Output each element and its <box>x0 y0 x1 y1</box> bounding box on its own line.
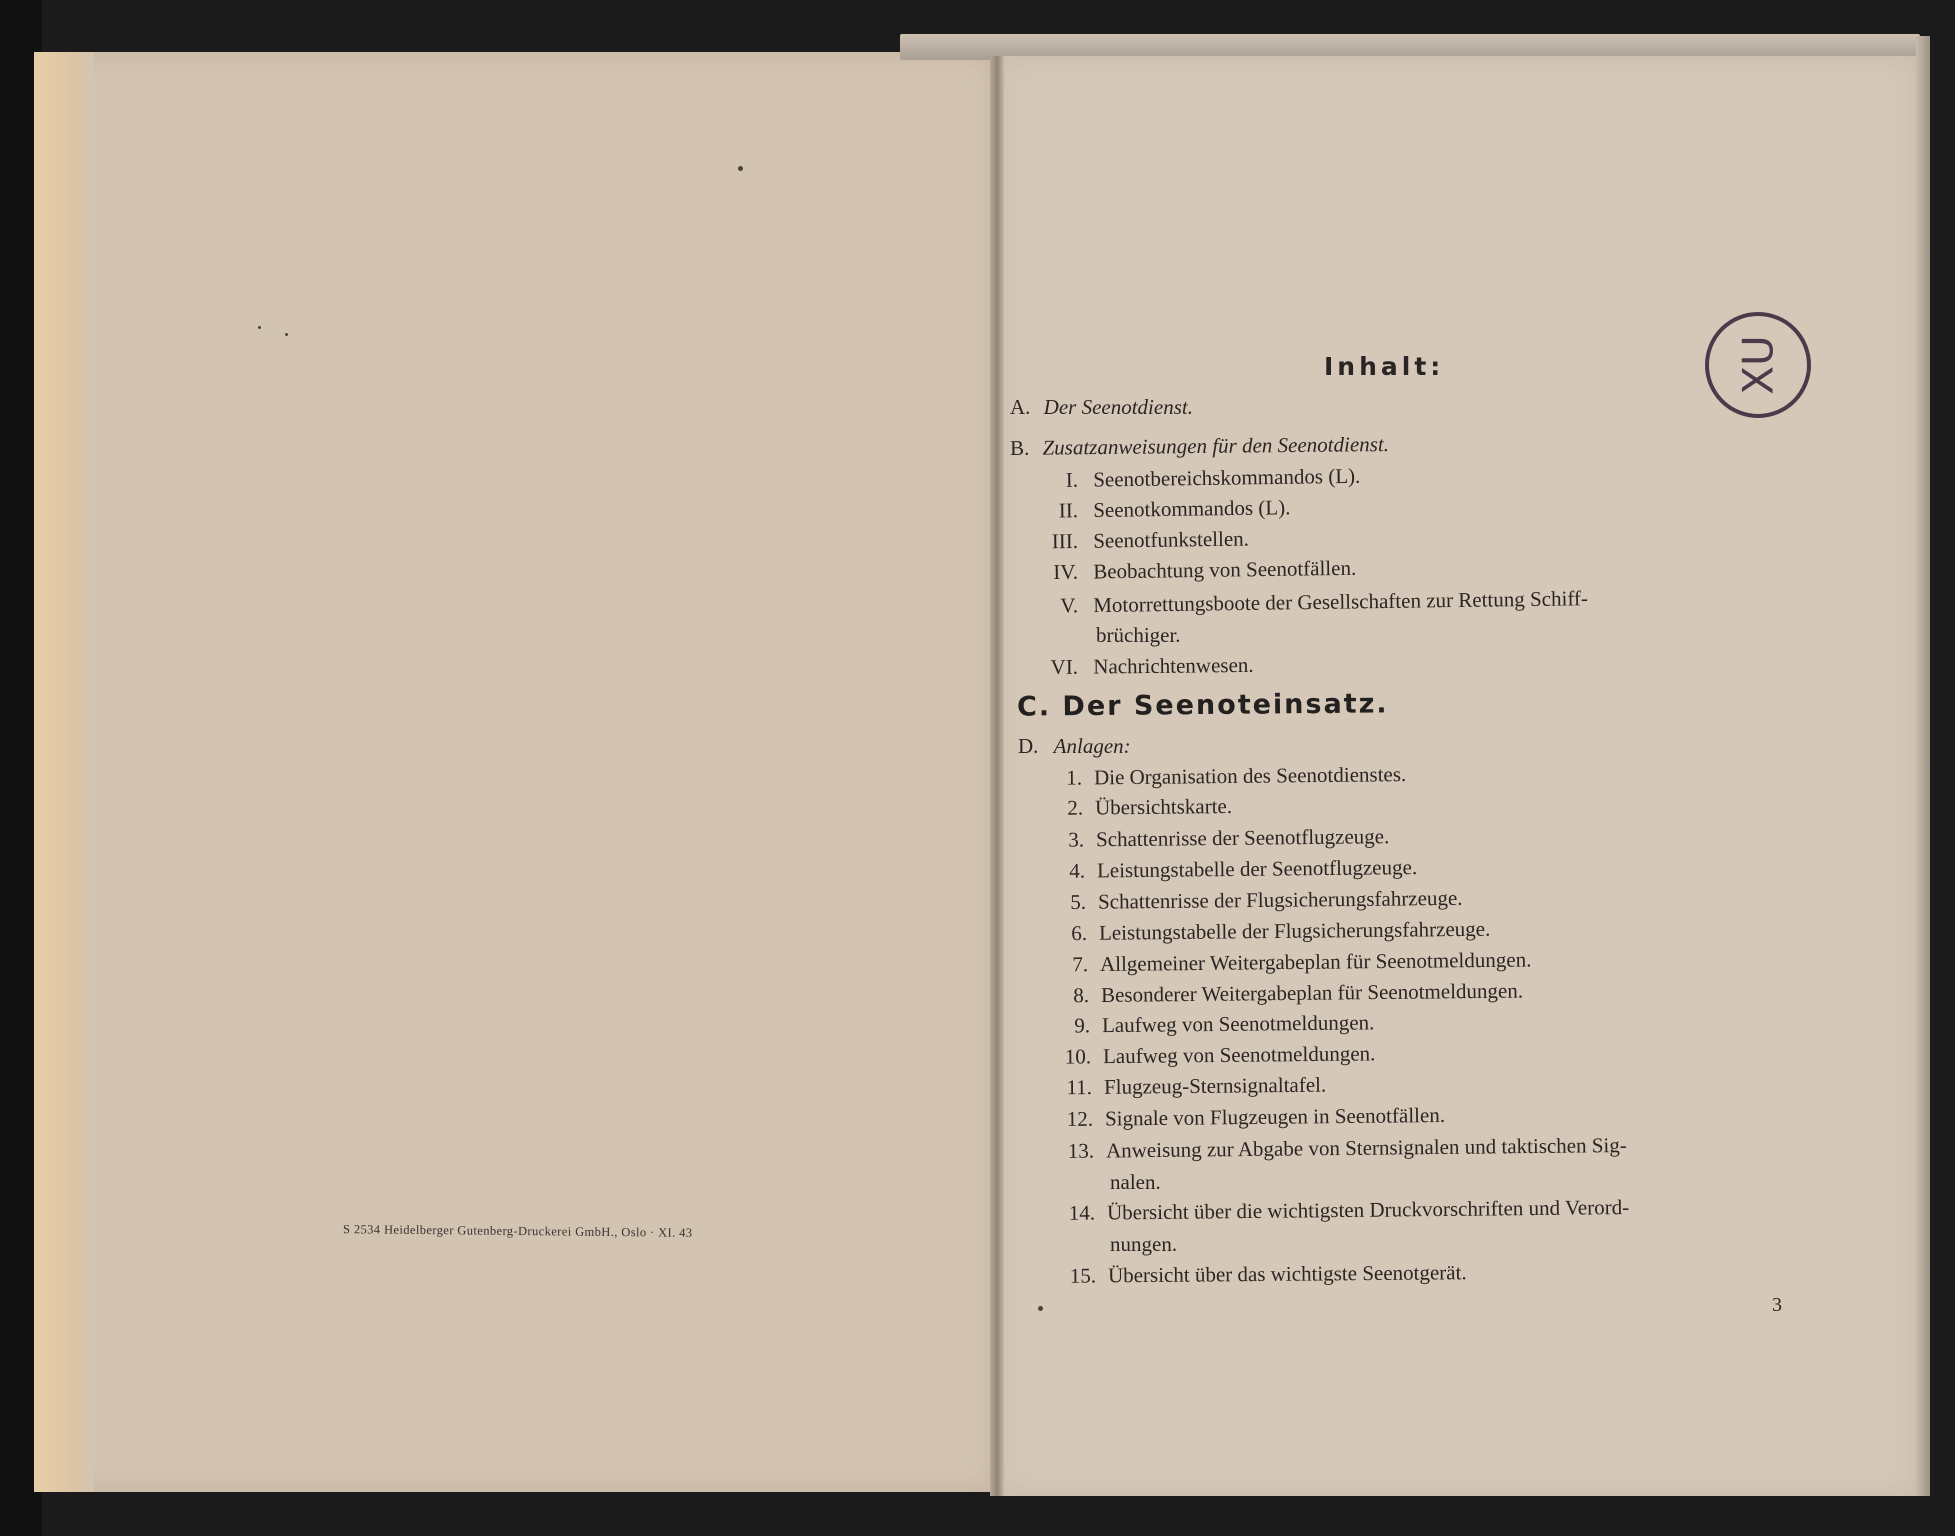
entry-label: III. <box>1051 528 1079 554</box>
entry-text: Beobachtung von Seenotfällen. <box>1093 555 1357 584</box>
entry-label: VI. <box>1050 654 1079 680</box>
appendix-item <box>1055 1041 1376 1069</box>
appendix-item <box>1052 947 1532 977</box>
entry-text: Zusatzanweisungen für den Seenotdienst. <box>1042 432 1390 460</box>
printer-imprint: S 2534 Heidelberger Gutenberg-Druckerei GmbH., Oslo · XI. 43 <box>342 1222 693 1240</box>
entry-text: Seenotfunkstellen. <box>1093 526 1250 553</box>
entry-label: II. <box>1058 498 1079 523</box>
page-stack-edge-right <box>1916 36 1930 1496</box>
entry-label: V. <box>1060 593 1079 618</box>
appendix-text: Signale von Flugzeugen in Seenotfällen. <box>1104 1102 1446 1131</box>
toc-entry-d <box>1018 734 1131 759</box>
appendix-number: 14. <box>1068 1200 1096 1225</box>
speck <box>258 326 261 329</box>
appendix-text: Leistungstabelle der Seenotflugzeuge. <box>1096 855 1418 883</box>
appendix-number: 8. <box>1073 983 1090 1008</box>
appendix-number: 3. <box>1068 827 1085 852</box>
appendix-item <box>1054 1010 1375 1038</box>
entry-text: Der Seenotdienst. <box>1043 395 1193 419</box>
entry-text: Nachrichtenwesen. <box>1093 652 1254 679</box>
toc-entry-a <box>1010 395 1193 420</box>
appendix-number: 15. <box>1069 1263 1097 1288</box>
appendix-number: 13. <box>1067 1138 1095 1163</box>
entry-text: Anlagen: <box>1053 734 1131 758</box>
appendix-item <box>1056 1073 1326 1101</box>
speck <box>738 166 743 171</box>
archive-stamp <box>1705 312 1811 418</box>
entry-label: IV. <box>1053 559 1079 585</box>
appendix-text: Anweisung zur Abgabe von Sternsignalen und taktischen Sig- <box>1105 1133 1627 1163</box>
appendix-number: 2. <box>1067 795 1084 820</box>
appendix-text: Laufweg von Seenotmeldungen. <box>1102 1041 1376 1069</box>
speck <box>285 333 288 336</box>
appendix-text: Leistungstabelle der Flugsicherungsfahrzeuge. <box>1098 916 1491 945</box>
toc-entry-b-iv <box>1040 556 1357 585</box>
appendix-item-continuation: nalen. <box>1110 1170 1161 1194</box>
appendix-item-continuation: nungen. <box>1110 1232 1178 1256</box>
appendix-number: 12. <box>1066 1106 1094 1131</box>
appendix-item <box>1046 762 1406 791</box>
appendix-number: 11. <box>1066 1075 1093 1100</box>
toc-entry-b <box>1010 432 1389 461</box>
entry-text: Seenotbereichskommandos (L). <box>1093 463 1361 492</box>
toc-entry-b-vi <box>1040 653 1254 680</box>
left-page <box>34 52 996 1492</box>
appendix-number: 10. <box>1064 1044 1092 1069</box>
appendix-item <box>1050 886 1463 915</box>
speck <box>1038 1306 1043 1311</box>
toc-entry-b-i <box>1040 464 1361 493</box>
entry-text: Motorrettungsboote der Gesellschaften zur Rettung Schiff- <box>1093 586 1589 618</box>
appendix-text: Allgemeiner Weitergabeplan für Seenotmeldungen. <box>1099 947 1532 977</box>
appendix-item <box>1049 855 1417 884</box>
appendix-number: 9. <box>1074 1013 1091 1038</box>
page-number: 3 <box>1772 1294 1782 1316</box>
appendix-item <box>1057 1103 1445 1132</box>
appendix-text: Schattenrisse der Seenotflugzeuge. <box>1095 824 1390 852</box>
entry-label: B. <box>1009 435 1030 460</box>
appendix-number: 5. <box>1070 889 1087 914</box>
entry-text: Seenotkommandos (L). <box>1093 495 1291 523</box>
section-c-heading: C. Der Seenoteinsatz. <box>1016 688 1389 723</box>
appendix-number: 6. <box>1071 920 1088 946</box>
appendix-text: Übersicht über das wichtigste Seenotgerät. <box>1107 1260 1467 1288</box>
appendix-text: Die Organisation des Seenotdienstes. <box>1093 762 1407 790</box>
appendix-text: Übersicht über die wichtigsten Druckvorschriften und Verord- <box>1106 1195 1630 1225</box>
appendix-text: Schattenrisse der Flugsicherungsfahrzeuge. <box>1097 885 1463 914</box>
appendix-number: 4. <box>1069 858 1086 883</box>
book-gutter <box>990 56 1004 1496</box>
appendix-text: Besonderer Weitergabeplan für Seenotmeldungen. <box>1100 978 1524 1007</box>
appendix-item <box>1048 824 1390 853</box>
toc-entry-b-v-continuation: brüchiger. <box>1096 623 1181 647</box>
toc-entry-b-iii <box>1040 527 1249 555</box>
toc-entry-b-ii <box>1040 495 1291 523</box>
appendix-item <box>1053 979 1523 1009</box>
left-page-binding-strip <box>34 52 94 1492</box>
appendix-item <box>1047 794 1232 821</box>
entry-label: D. <box>1018 734 1039 758</box>
stamp-text: XU <box>1733 335 1783 395</box>
appendix-number: 1. <box>1066 765 1083 790</box>
appendix-item <box>1060 1260 1467 1289</box>
entry-label: I. <box>1065 467 1079 492</box>
appendix-text: Laufweg von Seenotmeldungen. <box>1101 1010 1375 1038</box>
appendix-text: Flugzeug-Sternsignaltafel. <box>1103 1072 1327 1099</box>
appendix-text: Übersichtskarte. <box>1094 794 1233 820</box>
toc-title: Inhalt: <box>1324 352 1445 381</box>
appendix-number: 7. <box>1072 952 1089 977</box>
entry-label: A. <box>1010 395 1031 419</box>
appendix-item <box>1051 917 1491 947</box>
